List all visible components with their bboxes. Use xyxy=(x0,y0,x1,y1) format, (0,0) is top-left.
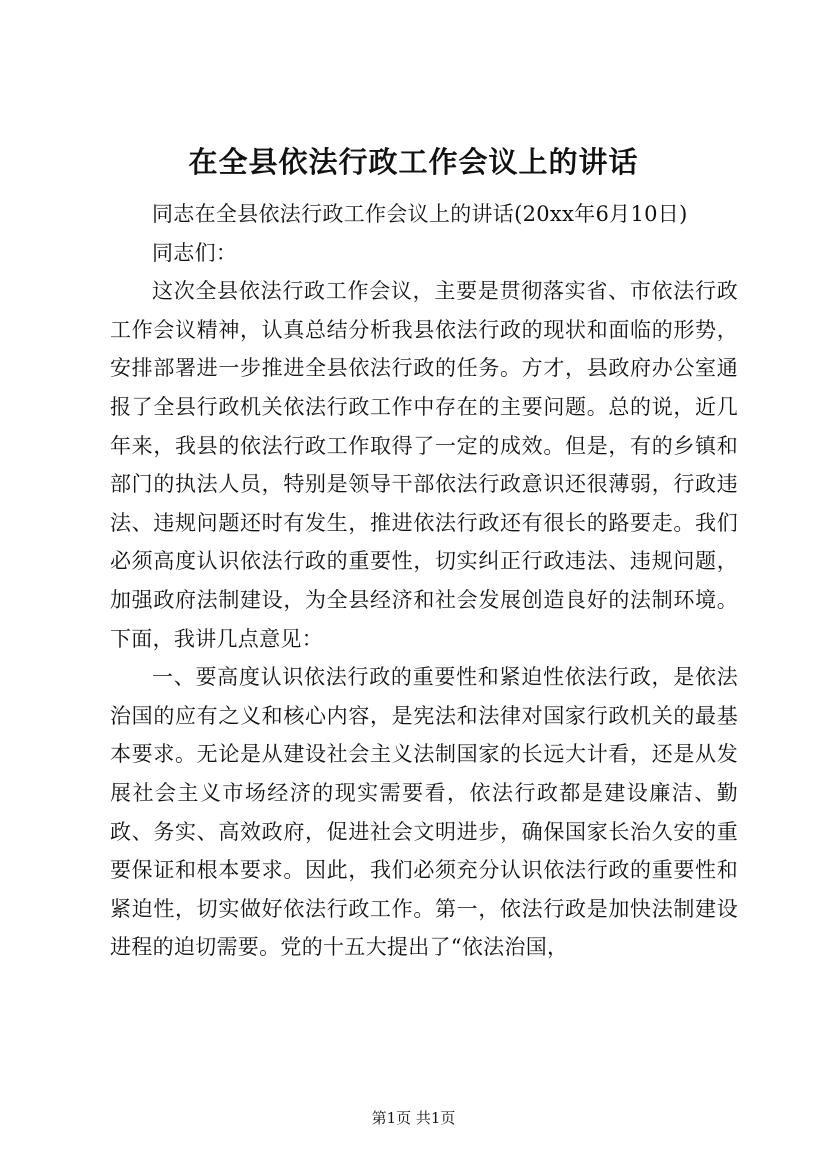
body-paragraph: 这次全县依法行政工作会议，主要是贯彻落实省、市依法行政工作会议精神，认真总结分析我县依法行政的现状和面临的形势，安排部署进一步推进全县依法行政的任务。方才，县政府办公室通报了全县行政机关依法行政工作中存在的主要问题。总的说，近几年来，我县的依法行政工作取得了一定的成效。但是，有的乡镇和部门的执法人员，特别是领导干部依法行政意识还很薄弱，行政违法、违规问题还时有发生，推进依法行政还有很长的路要走。我们必须高度认识依法行政的重要性，切实纠正行政违法、违规问题，加强政府法制建设，为全县经济和社会发展创造良好的法制环境。下面，我讲几点意见： xyxy=(110,279,738,651)
document-body xyxy=(110,195,738,967)
document-title: 在全县依法行政工作会议上的讲话 xyxy=(188,145,639,179)
body-paragraph: 一、要高度认识依法行政的重要性和紧迫性依法行政，是依法治国的应有之义和核心内容，是宪法和法律对国家行政机关的最基本要求。无论是从建设社会主义法制国家的长远大计看，还是从发展社会主义市场经济的现实需要看，依法行政都是建设廉洁、勤政、务实、高效政府，促进社会文明进步，确保国家长治久安的重要保证和根本要求。因此，我们必须充分认识依法行政的重要性和紧迫性，切实做好依法行政工作。第一，依法行政是加快法制建设进程的迫切需要。党的十五大提出了“依法治国， xyxy=(110,665,738,960)
subtitle-paragraph: 同志在全县依法行政工作会议上的讲话(20xx年6月10日) xyxy=(152,202,688,226)
salutation-paragraph: 同志们： xyxy=(152,240,238,265)
page-footer: 第1页 共1页 xyxy=(371,1109,456,1127)
